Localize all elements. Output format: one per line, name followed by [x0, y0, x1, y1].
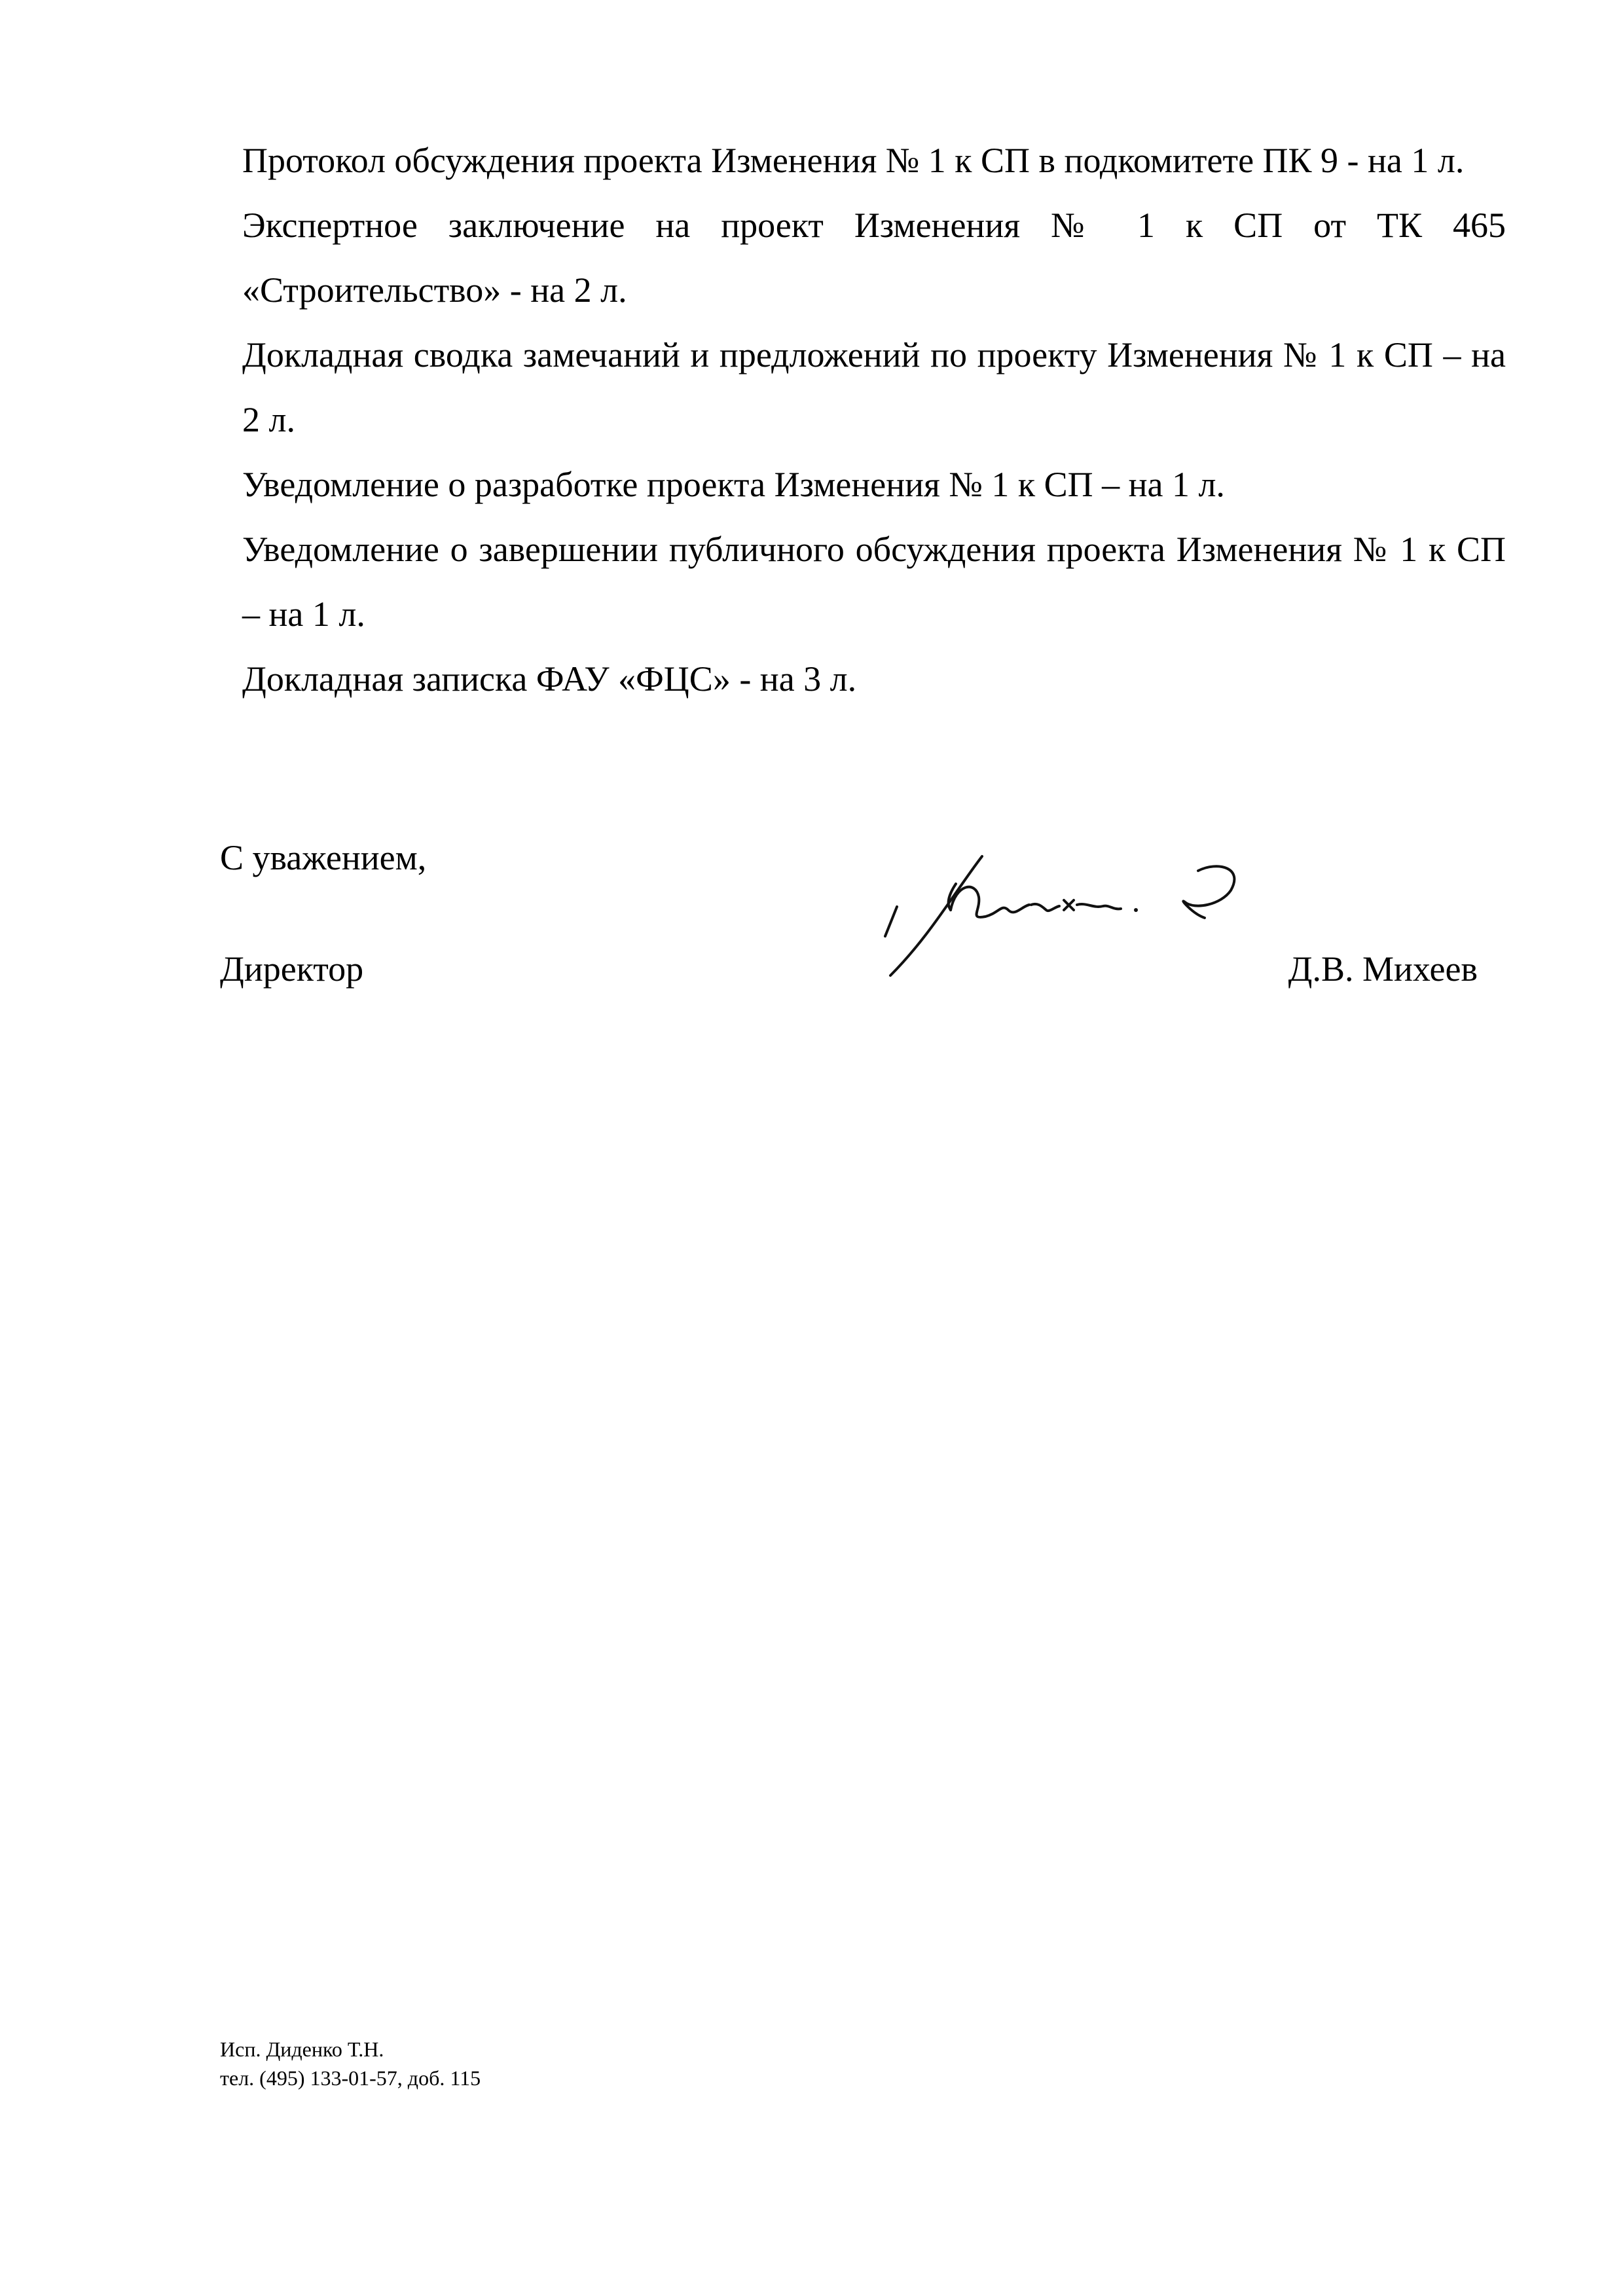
attachment-item: Докладная записка ФАУ «ФЦС» - на 3 л.: [242, 659, 857, 699]
closing-phrase: С уважением,: [220, 838, 427, 877]
executor-phone: тел. (495) 133-01-57, доб. 115: [220, 2066, 481, 2090]
attachments-list: [242, 128, 1506, 712]
executor-block: [220, 2035, 481, 2092]
executor-name: Исп. Диденко Т.Н.: [220, 2037, 384, 2061]
attachment-item: Уведомление о разработке проекта Изменения № 1 к СП – на 1 л.: [242, 465, 1225, 504]
attachment-item: Протокол обсуждения проекта Изменения № 1 к СП в подкомитете ПК 9 - на 1 л.: [242, 141, 1465, 180]
signer-position: Директор: [220, 949, 364, 989]
attachment-item: Докладная сводка замечаний и предложений по проекту Изменения № 1 к СП – на 2 л.: [242, 335, 1506, 439]
signer-name: Д.В. Михеев: [1288, 949, 1478, 989]
attachment-item: Уведомление о завершении публичного обсуждения проекта Изменения № 1 к СП – на 1 л.: [242, 530, 1506, 634]
attachment-item: Экспертное заключение на проект Изменения № 1 к СП от ТК 465 «Строительство» - на 2 л.: [242, 206, 1506, 310]
handwritten-signature: [877, 845, 1270, 995]
